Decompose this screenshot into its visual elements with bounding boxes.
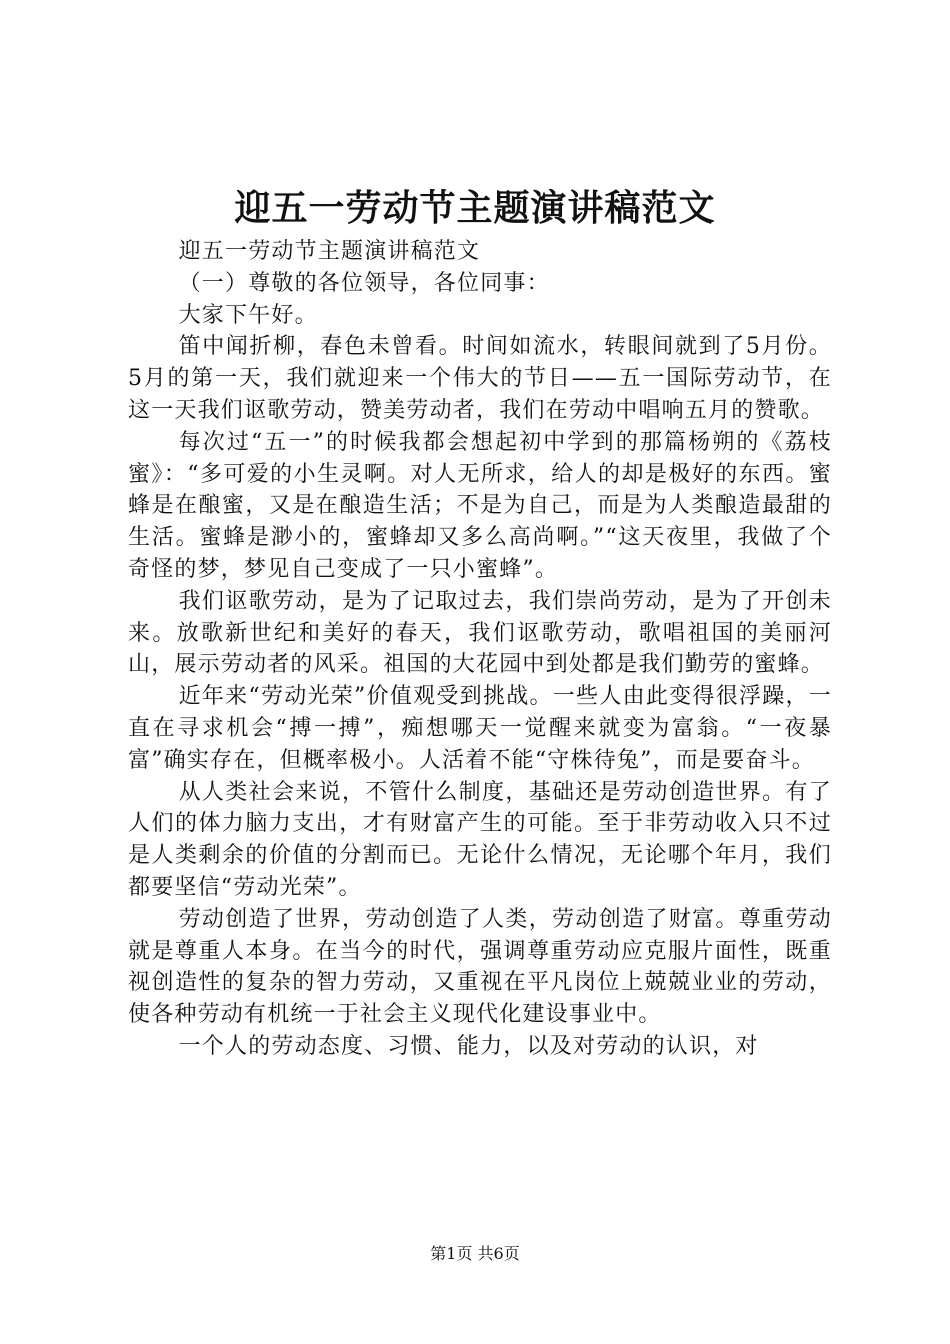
paragraph: 笛中闻折柳，春色未曾看。时间如流水，转眼间就到了5月份。5月的第一天，我们就迎来一个伟大的节日——五一国际劳动节，在这一天我们讴歌劳动，赞美劳动者，我们在劳动中唱响五月的赞歌。 [128,334,832,423]
paragraph: 一个人的劳动态度、习惯、能力，以及对劳动的认识，对 [178,1033,759,1059]
paragraph: 劳动创造了世界，劳动创造了人类，劳动创造了财富。尊重劳动就是尊重人本身。在当今的时代，强调尊重劳动应克服片面性，既重视创造性的复杂的智力劳动，又重视在平凡岗位上兢兢业业的劳动，使各种劳动有机统一于社会主义现代化建设事业中。 [128,906,832,1028]
paragraph: 从人类社会来说，不管什么制度，基础还是劳动创造世界。有了人们的体力脑力支出，才有财富产生的可能。至于非劳动收入只不过是人类剩余的价值的分割而已。无论什么情况，无论哪个年月，我们都要坚信“劳动光荣”。 [128,779,832,900]
paragraph: 我们讴歌劳动，是为了记取过去，我们崇尚劳动，是为了开创未来。放歌新世纪和美好的春天，我们讴歌劳动，歌唱祖国的美丽河山，展示劳动者的风采。祖国的大花园中到处都是我们勤劳的蜜蜂。 [128,588,832,678]
paragraph: 迎五一劳动节主题演讲稿范文 [178,239,481,264]
page-footer: 第1页 共6页 [430,1244,520,1263]
paragraph: 近年来“劳动光荣”价值观受到挑战。一些人由此变得很浮躁，一直在寻求机会“搏一搏”，痴想哪天一觉醒来就变为富翁。“一夜暴富”确实存在，但概率极小。人活着不能“守株待兔”，而是要奋斗。 [128,684,832,773]
paragraph: （一）尊敬的各位领导，各位同事： [178,270,550,296]
paragraph: 大家下午好。 [178,302,318,328]
document-title: 迎五一劳动节主题演讲稿范文 [234,187,716,229]
document-body [128,236,832,1063]
paragraph: 每次过“五一”的时候我都会想起初中学到的那篇杨朔的《荔枝蜜》：“多可爱的小生灵啊。对人无所求，给人的却是极好的东西。蜜蜂是在酿蜜，又是在酿造生活；不是为自己，而是为人类酿造最甜的生活。蜜蜂是渺小的，蜜蜂却又多么高尚啊。”“这天夜里，我做了个奇怪的梦，梦见自己变成了一只小蜜蜂”。 [128,429,832,582]
